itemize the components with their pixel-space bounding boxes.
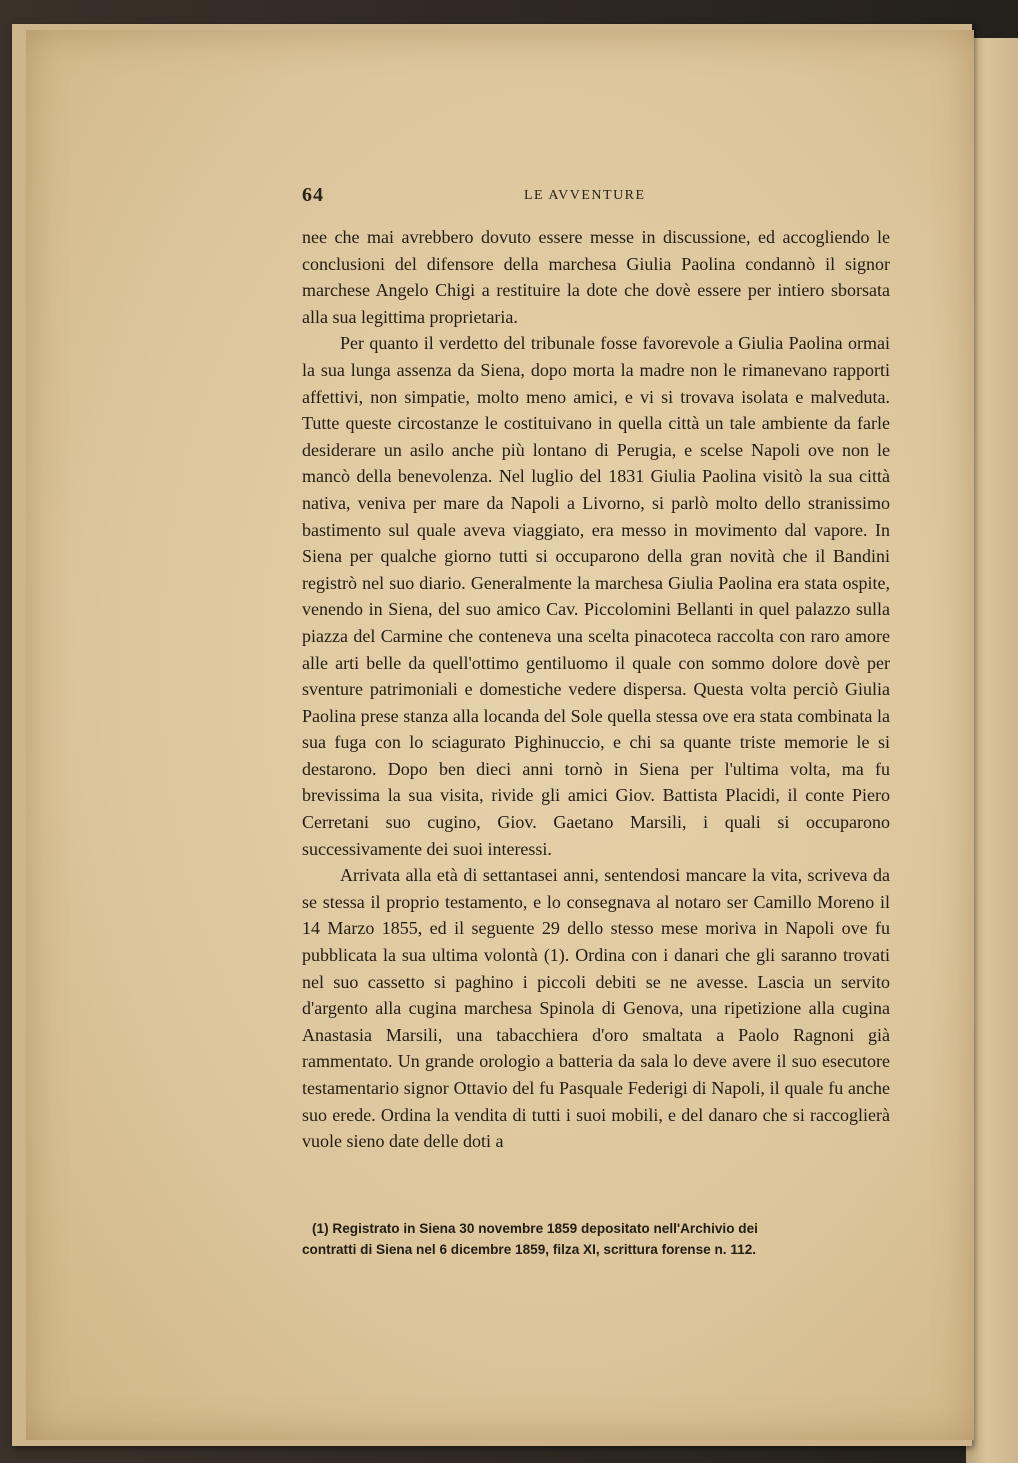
footnote-line-2: contratti di Siena nel 6 dicembre 1859, filza XI, scrittura forense n. 112. <box>302 1242 757 1257</box>
paragraph-continuation: nee che mai avrebbero dovuto essere messe in discussione, ed accogliendo le conclusioni del difensore della marchesa Giulia Paolina condannò il signor marchese Angelo Chigi a restituire la dote che dovè essere per intiero sborsata alla sua legittima proprietaria. <box>302 227 890 327</box>
running-head: LE AVVENTURE <box>524 188 646 203</box>
paragraph-testament: Arrivata alla età di settantasei anni, sentendosi mancare la vita, scriveva da se stessa il proprio testamento, e lo consegnava al notaro ser Camillo Moreno il 14 Marzo 1855, ed il seguente 29 dello stesso mese moriva in Napoli ove fu pubblicata la sua ultima volontà (1). Ordina con i danari che gli saranno trovati nel suo cassetto si paghino i piccoli debiti se ne avesse. Lascia un servito d'argento alla cugina marchesa Spinola di Genova, una ripetizione alla cugina Anastasia Marsili, una tabacchiera d'oro smaltata a Paolo Ragnoni già rammentato. Un grande orologio a batteria da sala lo deve avere il suo esecutore testamentario signor Ottavio del fu Pasquale Federigi di Napoli, il quale fu anche suo erede. Ordina la vendita di tutti i suoi mobili, e del danaro che si raccoglierà vuole sieno date delle doti a <box>302 865 890 1152</box>
footnote <box>302 1218 890 1260</box>
page-number: 64 <box>302 184 324 206</box>
paragraph-verdict: Per quanto il verdetto del tribunale fosse favorevole a Giulia Paolina ormai la sua lunga assenza da Siena, dopo morta la madre non le rimanevano rapporti affettivi, non simpatie, molto meno amici, e vi si trovava isolata e malveduta. Tutte queste circostanze le costituivano in quella città un tale ambiente da farle desiderare un asilo anche più lontano di Perugia, e scelse Napoli ove non le mancò della benevolenza. Nel luglio del 1831 Giulia Paolina visitò la sua città nativa, veniva per mare da Napoli a Livorno, si parlò molto dello stranissimo bastimento sul quale aveva viaggiato, era messo in movimento dal vapore. In Siena per qualche giorno tutti si occuparono della gran novità che il Bandini registrò nel suo diario. Generalmente la marchesa Giulia Paolina era stata ospite, venendo in Siena, del suo amico Cav. Piccolomini Bellanti in quel palazzo sulla piazza del Carmine che conteneva una scelta pinacoteca raccolta con raro amore alle arti belle da quell'ottimo gentiluomo il quale con sommo dolore dovè per sventure patrimoniali e domestiche vedere dispersa. Questa volta perciò Giulia Paolina prese stanza alla locanda del Sole quella stessa ove era stata combinata la sua fuga con lo sciagurato Pighinuccio, e chi sa quante triste memorie le si destarono. Dopo ben dieci anni tornò in Siena per l'ultima volta, ma fu brevissima la sua visita, rivide gli amici Giov. Battista Placidi, il conte Piero Cerretani suo cugino, Giov. Gaetano Marsili, i quali si occuparono successivamente dei suoi interessi. <box>302 333 890 859</box>
page-header <box>302 184 892 208</box>
body-text <box>302 224 890 1155</box>
footnote-line-1: (1) Registrato in Siena 30 novembre 1859 depositato nell'Archivio dei <box>312 1221 758 1236</box>
